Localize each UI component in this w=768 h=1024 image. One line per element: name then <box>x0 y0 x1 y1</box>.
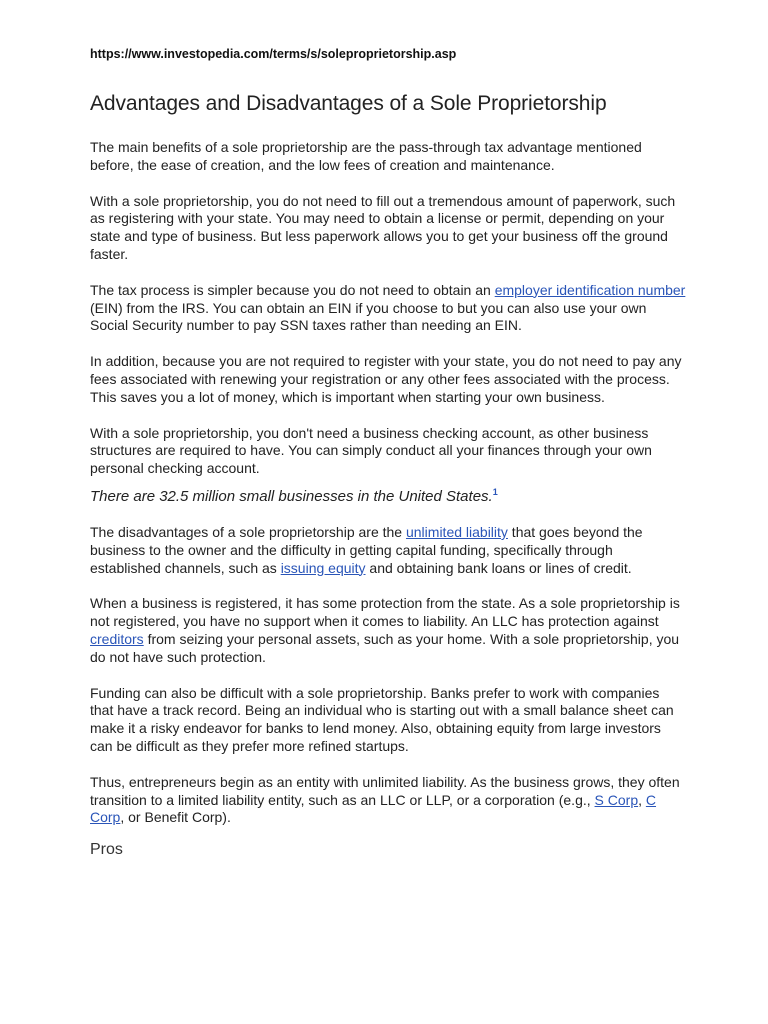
link-s-corp[interactable]: S Corp <box>594 791 639 808</box>
text-span: (EIN) from the IRS. You can obtain an EIN if you choose to but you can also use your own Social Security number to pay SSN taxes rather than needing an EIN. <box>90 299 647 334</box>
paragraph-funding: Funding can also be difficult with a sole proprietorship. Banks prefer to work with companies that have a track record. Being an individual who is starting out with a small balance sheet can make it a risky endeavor for banks to lend money. Also, obtaining equity from large investors can be difficult as they prefer more refined startups. <box>90 684 674 754</box>
paragraph-protection <box>90 595 686 666</box>
paragraph-checking-account: With a sole proprietorship, you don't need a business checking account, as other business structures are required to have. You can simply conduct all your finances through your own personal checking account. <box>90 424 652 477</box>
paragraph-paperwork: With a sole proprietorship, you do not need to fill out a tremendous amount of paperwork, such as registering with your state. You may need to obtain a license or permit, depending on your state and type of business. But less paperwork allows you to get your business off the ground faster. <box>90 192 676 262</box>
text-span: , <box>638 791 646 808</box>
text-span: from seizing your personal assets, such as your home. With a sole proprietorship, you do not have such protection. <box>90 630 680 665</box>
link-unlimited-liability[interactable]: unlimited liability <box>405 523 508 540</box>
text-span: Thus, entrepreneurs begin as an entity with unlimited liability. As the business grows, they often transition to a limited liability entity, such as an LLC or LLP, or a corporation (e.g., <box>90 773 680 808</box>
paragraph-benefits: The main benefits of a sole proprietorship are the pass-through tax advantage mentioned before, the ease of creation, and the low fees of creation and maintenance. <box>90 139 642 173</box>
text-span: that goes beyond the business to the owner and the difficulty in getting capital funding, specifically through established channels, such as <box>90 523 643 576</box>
page-title: Advantages and Disadvantages of a Sole Proprietorship <box>90 92 607 115</box>
article-body <box>90 139 686 859</box>
pros-heading: Pros <box>90 841 123 859</box>
callout-small-businesses <box>90 488 686 506</box>
source-url: https://www.investopedia.com/terms/s/soleproprietorship.asp <box>90 47 457 61</box>
paragraph-tax-process <box>90 282 686 335</box>
paragraph-transition <box>90 774 686 827</box>
footnote-marker[interactable]: 1 <box>492 486 498 497</box>
text-span: , or Benefit Corp). <box>120 809 231 826</box>
text-span: and obtaining bank loans or lines of credit. <box>365 559 632 576</box>
text-span: When a business is registered, it has some protection from the state. As a sole proprietorship is not registered, you have no support when it comes to liability. An LLC has protection against <box>90 595 680 630</box>
link-creditors[interactable]: creditors <box>90 630 144 647</box>
link-c-corp[interactable]: C Corp <box>90 791 657 826</box>
link-employer-identification-number[interactable]: employer identification number <box>494 281 686 298</box>
text-span: The disadvantages of a sole proprietorship are the <box>90 523 406 540</box>
link-issuing-equity[interactable]: issuing equity <box>280 559 366 576</box>
callout-text: There are 32.5 million small businesses in the United States. <box>90 487 493 505</box>
paragraph-fees: In addition, because you are not required to register with your state, you do not need to pay any fees associated with renewing your registration or any other fees associated with the process. This saves you a lot of money, which is important when starting your own business. <box>90 353 682 405</box>
text-span: The tax process is simpler because you do not need to obtain an <box>90 281 495 298</box>
paragraph-disadvantages <box>90 524 686 577</box>
